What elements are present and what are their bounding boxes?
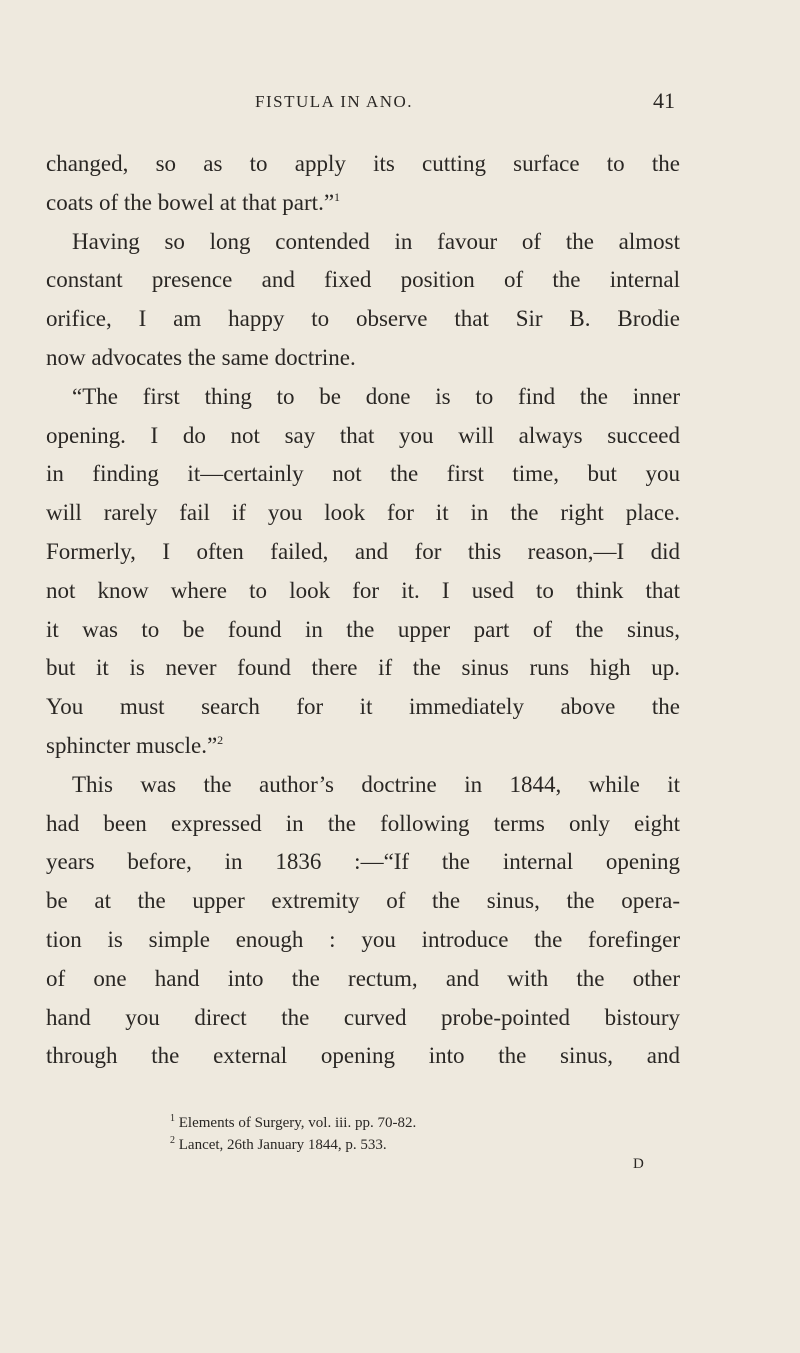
- text-line: coats of the bowel at that part.”$^1$: [46, 189, 341, 215]
- text-line: but it is never found there if the sinus runs high up.: [46, 655, 680, 681]
- text-line: years before, in 1836 :—“If the internal opening: [46, 849, 680, 875]
- text-line: will rarely fail if you look for it in the right place.: [46, 500, 680, 526]
- text-line: hand you direct the curved probe-pointed bistoury: [46, 1004, 680, 1030]
- text-line: be at the upper extremity of the sinus, the opera-: [46, 888, 680, 914]
- footnote-text: Elements of Surgery, vol. iii. pp. 70-82.: [178, 1115, 417, 1131]
- footnote-text: Lancet, 26th January 1844, p. 533.: [178, 1137, 387, 1153]
- text-line: tion is simple enough : you introduce the forefinger: [46, 926, 680, 952]
- text-line: Formerly, I often failed, and for this reason,—I did: [46, 538, 680, 564]
- text-line: changed, so as to apply its cutting surface to the: [46, 151, 680, 176]
- footnote-mark: 2: [170, 1135, 175, 1146]
- text-line: This was the author’s doctrine in 1844, while it: [72, 771, 680, 797]
- footnote: [170, 1134, 690, 1156]
- text-line: not know where to look for it. I used to think that: [46, 577, 680, 603]
- text-line: constant presence and fixed position of the internal: [46, 267, 680, 293]
- footnotes: [170, 1112, 690, 1156]
- page-header: [255, 88, 675, 122]
- text-line: “The first thing to be done is to find the inner: [72, 383, 680, 409]
- text-line: through the external opening into the sinus, and: [46, 1043, 680, 1069]
- footnote-ref: 2: [217, 732, 224, 747]
- text-line: of one hand into the rectum, and with the other: [46, 965, 680, 991]
- running-title: FISTULA IN ANO.: [255, 92, 414, 111]
- footnote-mark: 1: [170, 1113, 175, 1124]
- text-line: sphincter muscle.”$^2$: [46, 732, 224, 758]
- text-line: You must search for it immediately above the: [46, 694, 680, 720]
- text-line: Having so long contended in favour of the almost: [72, 228, 680, 254]
- text-line: orifice, I am happy to observe that Sir B. Brodie: [46, 306, 680, 332]
- page-number: 41: [653, 88, 675, 113]
- footnote: [170, 1112, 690, 1134]
- text-line: in finding it—certainly not the first time, but you: [46, 461, 680, 487]
- text-line: it was to be found in the upper part of the sinus,: [46, 616, 680, 642]
- text-line: now advocates the same doctrine.: [46, 344, 356, 370]
- footnote-ref: 1: [334, 189, 341, 204]
- signature-mark: D: [633, 1156, 644, 1172]
- text-line: had been expressed in the following terms only eight: [46, 810, 680, 836]
- text-line: opening. I do not say that you will always succeed: [46, 422, 680, 448]
- body-text: [46, 145, 680, 1076]
